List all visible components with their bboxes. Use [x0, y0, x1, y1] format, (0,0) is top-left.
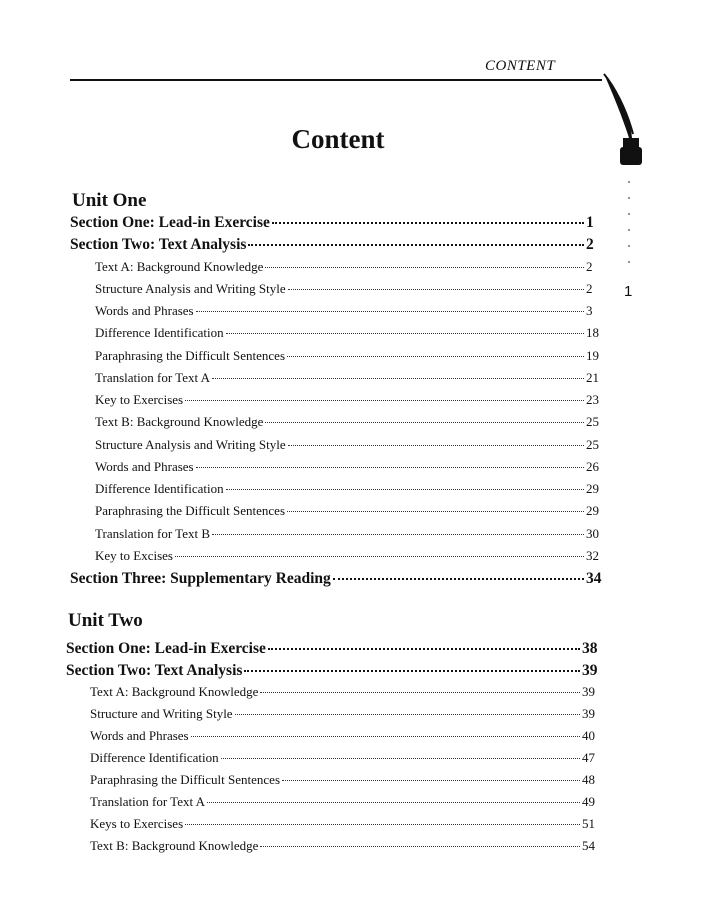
toc-section-entry	[66, 640, 598, 658]
toc-entry-page: 51	[582, 816, 595, 831]
dot-leader	[272, 222, 584, 224]
dot-leader	[282, 780, 580, 781]
toc-entry-page: 2	[586, 236, 594, 254]
toc-entry-page: 39	[582, 706, 595, 721]
toc-entry-title: Text A: Background Knowledge	[95, 258, 264, 274]
toc-entry-title: Translation for Text B	[95, 525, 211, 541]
toc-entry-title: Section Three: Supplementary Reading	[70, 570, 331, 587]
toc-subentry	[95, 303, 602, 319]
dot-leader	[226, 333, 584, 334]
toc-subentry	[95, 459, 602, 475]
header-rule	[70, 79, 602, 81]
toc-entry-title: Text B: Background Knowledge	[90, 838, 259, 853]
dot-leader	[333, 578, 584, 580]
toc-entry-title: Words and Phrases	[95, 303, 194, 318]
dot-leader	[221, 758, 580, 759]
toc-section-entry	[70, 214, 602, 232]
toc-entry-title: Key to Exercises	[95, 392, 184, 407]
dot-leader	[185, 400, 584, 401]
toc-entry-page: 48	[582, 772, 595, 787]
toc-entry-title: Structure Analysis and Writing Style	[95, 436, 286, 452]
toc-entry-page: 26	[586, 458, 599, 474]
toc-entry-title: Section Two: Text Analysis	[70, 236, 247, 254]
toc-subentry	[90, 794, 598, 810]
toc-entry-page: 32	[586, 547, 599, 563]
toc-entry-page: 2	[586, 280, 593, 296]
toc-subentry	[95, 348, 602, 364]
dot-leader	[288, 289, 584, 290]
dot-leader	[207, 802, 580, 803]
dot-leader	[288, 445, 584, 446]
unit-heading: Unit Two	[68, 610, 143, 631]
toc-subentry	[95, 548, 602, 564]
toc-subentry	[90, 728, 598, 744]
toc-entry-page: 54	[582, 838, 595, 853]
toc-entry-title: Section Two: Text Analysis	[66, 662, 243, 679]
toc-entry-page: 39	[582, 662, 598, 679]
dot-leader	[260, 692, 580, 693]
toc-entry-page: 29	[586, 503, 599, 519]
toc-subentry	[90, 838, 598, 854]
dot-leader	[287, 511, 584, 512]
toc-subentry	[95, 503, 602, 519]
toc-section-entry	[70, 570, 602, 588]
dot-leader	[244, 670, 580, 672]
toc-entry-title: Difference Identification	[90, 750, 219, 765]
toc-entry-page: 19	[586, 347, 599, 363]
toc-subentry	[95, 526, 602, 542]
toc-entry-title: Difference Identification	[95, 481, 224, 496]
toc-entry-page: 29	[586, 481, 599, 496]
dot-leader	[226, 489, 584, 490]
toc-entry-page: 21	[586, 369, 599, 385]
toc-entry-title: Section One: Lead-in Exercise	[66, 640, 266, 657]
toc-entry-title: Difference Identification	[95, 325, 224, 341]
toc-subentry	[95, 281, 602, 297]
toc-entry-title: Translation for Text A	[95, 369, 211, 385]
dot-leader	[235, 714, 580, 715]
toc-entry-page: 39	[582, 684, 595, 699]
toc-entry-page: 40	[582, 728, 595, 743]
unit-heading: Unit One	[72, 190, 147, 211]
toc-entry-title: Words and Phrases	[95, 458, 194, 474]
dot-leader	[268, 648, 580, 650]
toc-subentry	[90, 772, 598, 788]
running-header: CONTENT	[485, 58, 556, 74]
dot-leader	[287, 356, 584, 357]
dot-leader	[212, 534, 584, 535]
dot-leader	[191, 736, 580, 737]
toc-entry-page: 34	[586, 570, 602, 587]
toc-entry-page: 30	[586, 525, 599, 541]
toc-entry-title: Key to Excises	[95, 547, 173, 563]
toc-entry-title: Text A: Background Knowledge	[90, 684, 259, 699]
toc-entry-title: Keys to Exercises	[90, 816, 184, 831]
quill-pen-icon	[596, 72, 646, 172]
toc-subentry	[90, 706, 598, 722]
toc-entry-page: 23	[586, 392, 599, 407]
toc-subentry	[90, 684, 598, 700]
toc-entry-title: Structure and Writing Style	[90, 706, 233, 721]
page-number: 1	[624, 283, 633, 300]
toc-entry-page: 2	[586, 258, 593, 274]
toc-entry-page: 47	[582, 750, 595, 765]
toc-entry-page: 25	[586, 436, 599, 452]
toc-subentry	[95, 437, 602, 453]
toc-subentry	[90, 816, 598, 832]
dot-leader	[265, 267, 584, 268]
toc-entry-page: 49	[582, 794, 595, 809]
toc-subentry	[95, 259, 602, 275]
toc-entry-title: Section One: Lead-in Exercise	[70, 214, 270, 231]
toc-subentry	[95, 481, 602, 497]
toc-entry-title: Text B: Background Knowledge	[95, 414, 264, 430]
toc-subentry	[95, 414, 602, 430]
toc-entry-page: 1	[586, 214, 594, 231]
dot-leader	[196, 467, 584, 468]
toc-subentry	[90, 750, 598, 766]
toc-subentry	[95, 370, 602, 386]
toc-entry-page: 38	[582, 640, 598, 657]
toc-subentry	[95, 392, 602, 408]
toc-entry-title: Translation for Text A	[90, 794, 206, 809]
toc-entry-page: 25	[586, 414, 599, 430]
toc-entry-title: Words and Phrases	[90, 728, 189, 743]
edge-dots	[626, 180, 634, 280]
dot-leader	[175, 556, 584, 557]
toc-entry-page: 3	[586, 303, 593, 318]
toc-section-entry	[66, 662, 598, 680]
toc-entry-title: Paraphrasing the Difficult Sentences	[95, 347, 286, 363]
dot-leader	[260, 846, 580, 847]
toc-entry-title: Paraphrasing the Difficult Sentences	[95, 503, 286, 519]
page-title: Content	[291, 124, 385, 154]
dot-leader	[265, 422, 584, 423]
toc-entry-title: Structure Analysis and Writing Style	[95, 280, 286, 296]
dot-leader	[196, 311, 584, 312]
dot-leader	[185, 824, 580, 825]
dot-leader	[212, 378, 584, 379]
toc-section-entry	[70, 236, 602, 254]
toc-entry-title: Paraphrasing the Difficult Sentences	[90, 772, 281, 787]
toc-entry-page: 18	[586, 325, 599, 341]
toc-subentry	[95, 325, 602, 341]
dot-leader	[248, 244, 584, 246]
